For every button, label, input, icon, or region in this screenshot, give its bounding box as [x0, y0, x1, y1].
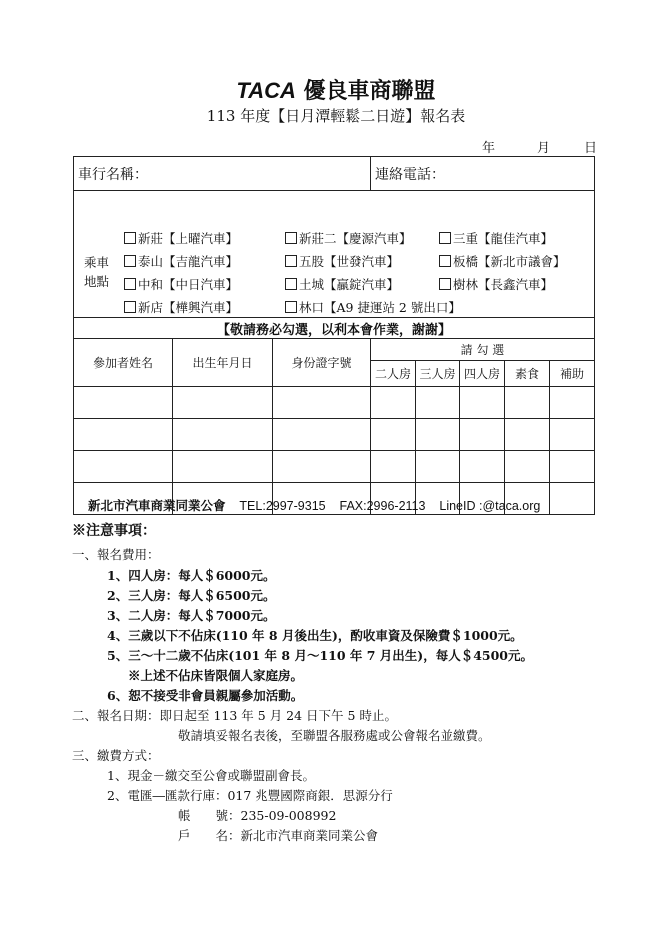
- pickup-option-linkou[interactable]: [285, 298, 461, 316]
- checkbox-icon: [439, 255, 451, 267]
- org-line-id: LineID :@taca.org: [439, 499, 541, 513]
- col-header-double-room: 二人房: [371, 361, 416, 387]
- pickup-option-label: 五股【世發汽車】: [299, 254, 400, 269]
- pickup-section: [74, 191, 595, 318]
- cell-quad[interactable]: [460, 419, 505, 451]
- pickup-option-xindian[interactable]: [124, 298, 238, 316]
- pickup-option-label: 土城【贏錠汽車】: [299, 277, 400, 292]
- pickup-option-sanchong[interactable]: [439, 229, 553, 247]
- bank-account-holder-name: 新北市汽車商業同業公會: [240, 828, 379, 843]
- pickup-option-label: 三重【龍佳汽車】: [453, 231, 554, 246]
- title-text: 優良車商聯盟: [295, 79, 436, 104]
- cell-double[interactable]: [371, 387, 416, 419]
- notes-item-1-2: 2、三人房：每人＄6500元。: [107, 588, 276, 603]
- notes-section-3: 三、繳費方式：: [72, 748, 160, 763]
- bank-account-number: 235-09-008992: [240, 808, 337, 823]
- notes-section-2: 二、報名日期：即日起至 113 年 5 月 24 日下午 5 時止。: [72, 708, 397, 723]
- col-header-vegetarian: 素食: [505, 361, 550, 387]
- checkbox-icon: [124, 255, 136, 267]
- pickup-option-label: 新莊二【慶源汽車】: [299, 231, 412, 246]
- cell-double[interactable]: [371, 451, 416, 483]
- org-fax: FAX:2996-2113: [339, 499, 426, 513]
- pickup-option-label: 林口【A9 捷運站 2 號出口】: [299, 300, 461, 315]
- cell-name[interactable]: [74, 451, 173, 483]
- notes-item-3-1: 1、現金－繳交至公會或聯盟副會長。: [107, 768, 315, 783]
- cell-veg[interactable]: [505, 387, 550, 419]
- cell-quad[interactable]: [460, 387, 505, 419]
- bank-account-holder: [178, 826, 378, 844]
- cell-id[interactable]: [273, 387, 371, 419]
- phone-field[interactable]: [371, 157, 595, 191]
- pickup-option-label: 板橋【新北市議會】: [453, 254, 566, 269]
- date-day-label: 日: [584, 141, 598, 156]
- bank-account-holder-label: 戶 名：: [178, 828, 241, 843]
- pickup-option-label: 中和【中日汽車】: [138, 277, 239, 292]
- cell-birth[interactable]: [173, 451, 273, 483]
- pickup-option-xinzhuang[interactable]: [124, 229, 238, 247]
- org-name: 新北市汽車商業同業公會: [88, 498, 226, 513]
- notes-item-1-3: 3、二人房：每人＄7000元。: [107, 608, 276, 623]
- notes-section-1: 一、報名費用：: [72, 547, 160, 562]
- notes-heading: ※注意事項：: [72, 523, 156, 539]
- notes-item-1-1: 1、四人房：每人＄6000元。: [107, 568, 276, 583]
- pickup-option-taishan[interactable]: [124, 252, 238, 270]
- pickup-option-xinzhuang-2[interactable]: [285, 229, 412, 247]
- cell-birth[interactable]: [173, 419, 273, 451]
- cell-id[interactable]: [273, 451, 371, 483]
- notes-section-2-detail: 敬請填妥報名表後，至聯盟各服務處或公會報名並繳費。: [178, 728, 491, 743]
- dealer-name-field[interactable]: [74, 157, 371, 191]
- col-header-id: 身份證字號: [273, 339, 371, 387]
- notes-item-1-5-remark: ※上述不佔床皆限個人家庭房。: [128, 668, 304, 683]
- pickup-option-tucheng[interactable]: [285, 275, 399, 293]
- cell-subsidy[interactable]: [550, 419, 595, 451]
- cell-veg[interactable]: [505, 419, 550, 451]
- cell-triple[interactable]: [416, 419, 460, 451]
- cell-id[interactable]: [273, 419, 371, 451]
- col-header-birth: 出生年月日: [173, 339, 273, 387]
- checkbox-icon: [124, 278, 136, 290]
- pickup-label-line1: 乘車: [84, 255, 110, 270]
- checkbox-icon: [439, 232, 451, 244]
- pickup-option-zhonghe[interactable]: [124, 275, 238, 293]
- table-row: [74, 387, 595, 419]
- page-title: [0, 74, 672, 105]
- col-header-subsidy: 補助: [550, 361, 595, 387]
- table-row: [74, 419, 595, 451]
- notes-item-1-4: 4、三歲以下不佔床(110 年 8 月後出生)，酌收車資及保險費＄1000元。: [107, 628, 523, 643]
- cell-name[interactable]: [74, 419, 173, 451]
- org-tel: TEL:2997-9315: [239, 499, 326, 513]
- cell-subsidy[interactable]: [550, 451, 595, 483]
- checkbox-icon: [285, 278, 297, 290]
- notes-item-3-2: 2、電匯―匯款行庫：017 兆豐國際商銀．思源分行: [107, 788, 393, 803]
- pickup-note: 【敬請務必勾選，以利本會作業，謝謝】: [74, 318, 595, 339]
- cell-name[interactable]: [74, 387, 173, 419]
- pickup-option-banqiao[interactable]: [439, 252, 566, 270]
- checkbox-icon: [285, 232, 297, 244]
- bank-account-label: 帳 號：: [178, 808, 241, 823]
- dealer-name-label: 車行名稱：: [78, 166, 148, 183]
- cell-subsidy[interactable]: [550, 483, 595, 515]
- checkbox-icon: [124, 232, 136, 244]
- table-row: [74, 451, 595, 483]
- col-header-quad-room: 四人房: [460, 361, 505, 387]
- cell-veg[interactable]: [505, 451, 550, 483]
- page-subtitle: 113 年度【日月潭輕鬆二日遊】報名表: [206, 107, 466, 125]
- title-brand: TACA: [236, 78, 296, 103]
- pickup-option-shulin[interactable]: [439, 275, 553, 293]
- pickup-option-label: 新店【樺興汽車】: [138, 300, 239, 315]
- pickup-label-line2: 地點: [84, 274, 110, 289]
- registration-form: [73, 156, 595, 515]
- notes-item-1-5: 5、三～十二歲不佔床(101 年 8 月～110 年 7 月出生)，每人＄4500元。: [107, 648, 534, 663]
- cell-birth[interactable]: [173, 387, 273, 419]
- checkbox-icon: [439, 278, 451, 290]
- date-month-label: 月: [537, 141, 551, 156]
- col-header-triple-room: 三人房: [416, 361, 460, 387]
- notes-item-1-6: 6、恕不接受非會員親屬參加活動。: [107, 688, 304, 703]
- checkbox-icon: [285, 301, 297, 313]
- col-header-name: 參加者姓名: [74, 339, 173, 387]
- pickup-option-label: 新莊【上曜汽車】: [138, 231, 239, 246]
- pickup-option-wugu[interactable]: [285, 252, 399, 270]
- bank-account: [178, 806, 336, 824]
- checkbox-icon: [124, 301, 136, 313]
- pickup-option-label: 泰山【吉龍汽車】: [138, 254, 239, 269]
- cell-subsidy[interactable]: [550, 387, 595, 419]
- cell-quad[interactable]: [460, 451, 505, 483]
- pickup-label: [84, 253, 109, 291]
- cell-double[interactable]: [371, 419, 416, 451]
- cell-triple[interactable]: [416, 387, 460, 419]
- checkbox-icon: [285, 255, 297, 267]
- date-line: [482, 137, 597, 156]
- contact-line: [88, 496, 540, 514]
- phone-label: 連絡電話：: [375, 166, 445, 183]
- cell-triple[interactable]: [416, 451, 460, 483]
- pickup-option-label: 樹林【長鑫汽車】: [453, 277, 554, 292]
- date-year-label: 年: [482, 141, 496, 156]
- col-header-choose: 請 勾 選: [371, 339, 595, 361]
